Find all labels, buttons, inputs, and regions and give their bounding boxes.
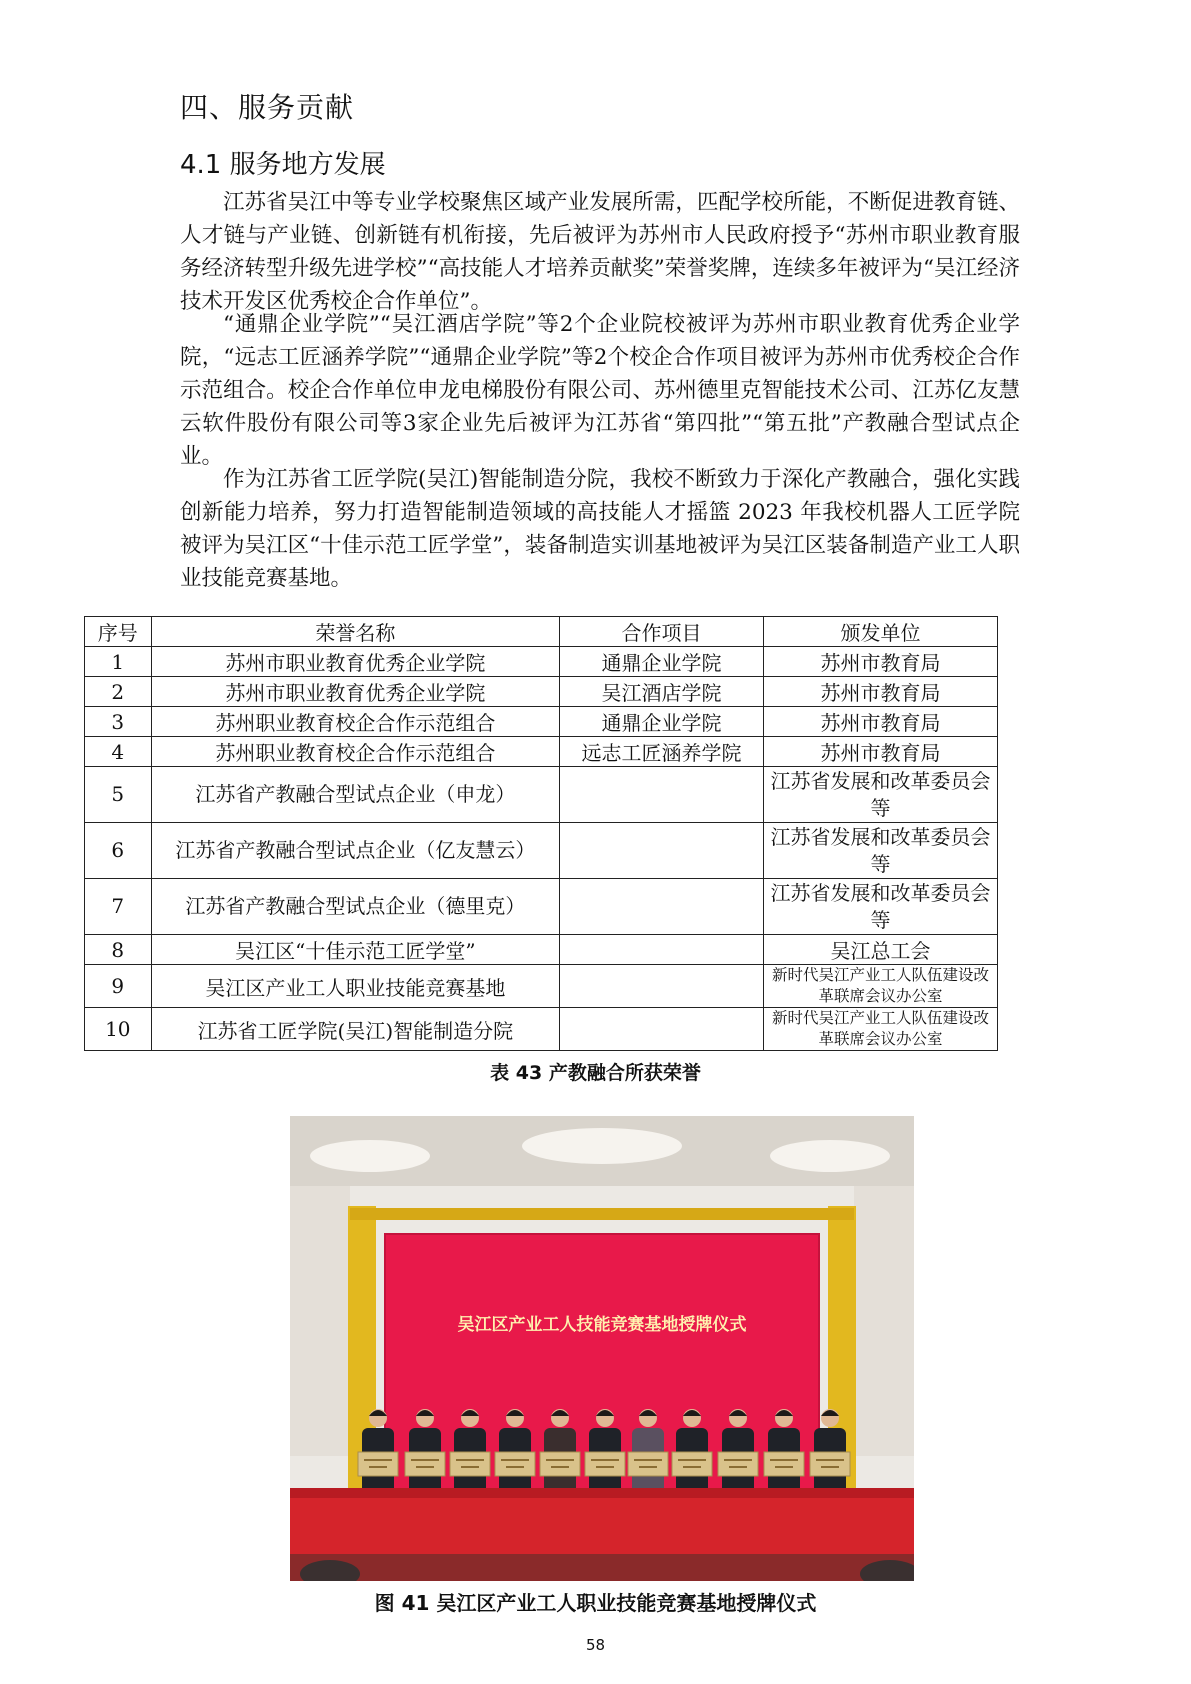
cell-issuer: 吴江总工会 bbox=[763, 935, 997, 965]
table-row bbox=[85, 879, 998, 935]
cell-project: 远志工匠涵养学院 bbox=[560, 737, 764, 767]
cell-honor-name: 苏州职业教育校企合作示范组合 bbox=[151, 707, 560, 737]
section-title: 四、服务贡献 bbox=[180, 91, 355, 124]
cell-index: 6 bbox=[85, 823, 152, 879]
cell-index: 10 bbox=[85, 1008, 152, 1051]
cell-project: 通鼎企业学院 bbox=[560, 707, 764, 737]
header-project: 合作项目 bbox=[560, 617, 764, 647]
cell-index: 8 bbox=[85, 935, 152, 965]
cell-issuer: 江苏省发展和改革委员会等 bbox=[763, 823, 997, 879]
cell-project bbox=[560, 1008, 764, 1051]
ceremony-photo bbox=[290, 1116, 914, 1581]
honors-table bbox=[84, 616, 998, 1051]
subsection-title: 4.1 服务地方发展 bbox=[180, 150, 386, 180]
cell-honor-name: 江苏省产教融合型试点企业（亿友慧云） bbox=[151, 823, 560, 879]
cell-issuer: 苏州市教育局 bbox=[763, 647, 997, 677]
cell-issuer: 苏州市教育局 bbox=[763, 737, 997, 767]
screen-title-text: 吴江区产业工人技能竞赛基地授牌仪式 bbox=[457, 1315, 747, 1335]
paragraph-text: 作为江苏省工匠学院(吴江)智能制造分院，我校不断致力于深化产教融合，强化实践创新能力培养，努力打造智能制造领域的高技能人才摇篮 2023 年我校机器人工匠学院被评为吴江区“十佳示范工匠学堂”，装备制造实训基地被评为吴江区装备制造产业工人职业技能竞赛基地。 bbox=[180, 467, 1020, 591]
cell-honor-name: 吴江区“十佳示范工匠学堂” bbox=[151, 935, 560, 965]
paragraph-3 bbox=[180, 463, 1020, 595]
paragraph-text: “通鼎企业学院”“吴江酒店学院”等2个企业院校被评为苏州市职业教育优秀企业学院，“远志工匠涵养学院”“通鼎企业学院”等2个校企合作项目被评为苏州市优秀校企合作示范组合。校企合作单位申龙电梯股份有限公司、苏州德里克智能技术公司、江苏亿友慧云软件股份有限公司等3家企业先后被评为江苏省“第四批”“第五批”产教融合型试点企业。 bbox=[180, 312, 1020, 469]
cell-honor-name: 江苏省产教融合型试点企业（德里克） bbox=[151, 879, 560, 935]
cell-index: 2 bbox=[85, 677, 152, 707]
header-issuer: 颁发单位 bbox=[763, 617, 997, 647]
cell-honor-name: 吴江区产业工人职业技能竞赛基地 bbox=[151, 965, 560, 1008]
cell-index: 4 bbox=[85, 737, 152, 767]
cell-honor-name: 苏州职业教育校企合作示范组合 bbox=[151, 737, 560, 767]
cell-project bbox=[560, 823, 764, 879]
cell-index: 1 bbox=[85, 647, 152, 677]
header-index: 序号 bbox=[85, 617, 152, 647]
table-row bbox=[85, 677, 998, 707]
page-number: 58 bbox=[585, 1636, 606, 1654]
table-header-row bbox=[85, 617, 998, 647]
header-honor-name: 荣誉名称 bbox=[151, 617, 560, 647]
cell-honor-name: 江苏省工匠学院(吴江)智能制造分院 bbox=[151, 1008, 560, 1051]
cell-issuer: 新时代吴江产业工人队伍建设改革联席会议办公室 bbox=[763, 965, 997, 1008]
cell-project bbox=[560, 935, 764, 965]
ceremony-photo-illustration bbox=[290, 1116, 914, 1581]
cell-project bbox=[560, 879, 764, 935]
cell-issuer: 江苏省发展和改革委员会等 bbox=[763, 767, 997, 823]
table-caption: 表 43 产教融合所获荣誉 bbox=[490, 1062, 701, 1084]
paragraph-1 bbox=[180, 186, 1020, 318]
figure-caption: 图 41 吴江区产业工人职业技能竞赛基地授牌仪式 bbox=[374, 1591, 817, 1615]
cell-index: 7 bbox=[85, 879, 152, 935]
cell-issuer: 江苏省发展和改革委员会等 bbox=[763, 879, 997, 935]
cell-index: 3 bbox=[85, 707, 152, 737]
table-row bbox=[85, 737, 998, 767]
cell-honor-name: 江苏省产教融合型试点企业（申龙） bbox=[151, 767, 560, 823]
cell-project bbox=[560, 965, 764, 1008]
cell-project bbox=[560, 767, 764, 823]
table-row bbox=[85, 823, 998, 879]
cell-project: 吴江酒店学院 bbox=[560, 677, 764, 707]
table-row bbox=[85, 935, 998, 965]
cell-honor-name: 苏州市职业教育优秀企业学院 bbox=[151, 677, 560, 707]
cell-project: 通鼎企业学院 bbox=[560, 647, 764, 677]
cell-index: 5 bbox=[85, 767, 152, 823]
paragraph-text: 江苏省吴江中等专业学校聚焦区域产业发展所需，匹配学校所能，不断促进教育链、人才链与产业链、创新链有机衔接，先后被评为苏州市人民政府授予“苏州市职业教育服务经济转型升级先进学校”“高技能人才培养贡献奖”荣誉奖牌，连续多年被评为“吴江经济技术开发区优秀校企合作单位”。 bbox=[180, 190, 1020, 314]
table-row bbox=[85, 965, 998, 1008]
table-row bbox=[85, 647, 998, 677]
cell-honor-name: 苏州市职业教育优秀企业学院 bbox=[151, 647, 560, 677]
cell-issuer: 苏州市教育局 bbox=[763, 677, 997, 707]
table-row bbox=[85, 707, 998, 737]
cell-issuer: 苏州市教育局 bbox=[763, 707, 997, 737]
table-row bbox=[85, 767, 998, 823]
cell-index: 9 bbox=[85, 965, 152, 1008]
paragraph-2 bbox=[180, 308, 1020, 473]
cell-issuer: 新时代吴江产业工人队伍建设改革联席会议办公室 bbox=[763, 1008, 997, 1051]
table-row bbox=[85, 1008, 998, 1051]
